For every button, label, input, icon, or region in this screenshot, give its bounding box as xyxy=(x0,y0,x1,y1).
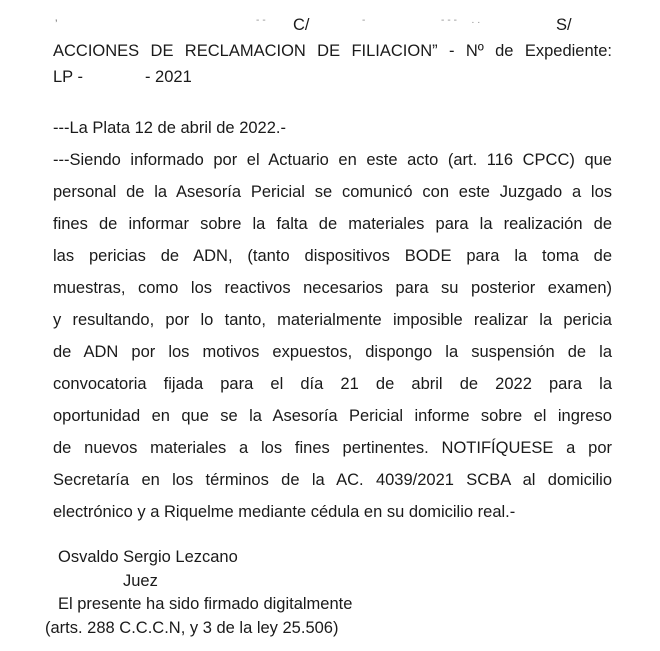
redaction-remnant: ’ xyxy=(55,18,58,30)
caption-versus-marker: C/ xyxy=(293,16,310,34)
paragraph-line: ---Siendo informado por el Actuario en este acto (art. 116 CPCC) que xyxy=(53,151,612,169)
caption-title: ACCIONES DE RECLAMACION DE FILIACION” - Nº de Expediente: xyxy=(53,42,612,60)
judge-title: Juez xyxy=(123,571,158,590)
paragraph-line: de nuevos materiales a los fines pertinentes. NOTIFÍQUESE a por xyxy=(53,439,612,457)
digital-signature-ref: (arts. 288 C.C.C.N, y 3 de la ley 25.506) xyxy=(45,618,339,637)
paragraph-line: oportunidad en que se la Asesoría Pericial informe sobre el ingreso xyxy=(53,407,612,425)
paragraph-line: de ADN por los motivos expuestos, dispongo la suspensión de la xyxy=(53,343,612,361)
expediente-number-line xyxy=(53,64,612,90)
digital-signature-note: El presente ha sido firmado digitalmente xyxy=(58,595,353,613)
redacted-expediente-gap xyxy=(83,81,145,82)
redaction-remnant: --- .. xyxy=(441,15,484,26)
expediente-suffix: - 2021 xyxy=(144,68,192,86)
paragraph-line: muestras, como los reactivos necesarios para su posterior examen) xyxy=(53,279,612,297)
resolution-body xyxy=(53,112,612,528)
paragraph-line: fines de informar sobre la falta de materiales para la realización de xyxy=(53,215,612,233)
redaction-remnant: - xyxy=(362,15,369,26)
expediente-prefix: LP - xyxy=(53,68,83,86)
paragraph-line: personal de la Asesoría Pericial se comunicó con este Juzgado a los xyxy=(53,183,612,201)
redaction-remnant: -- xyxy=(256,15,269,26)
case-caption xyxy=(53,12,612,90)
date-line: ---La Plata 12 de abril de 2022.- xyxy=(53,119,286,137)
caption-line-redacted xyxy=(53,12,612,38)
judge-name: Osvaldo Sergio Lezcano xyxy=(58,548,238,566)
paragraph-line: Secretaría en los términos de la AC. 4039/2021 SCBA al domicilio xyxy=(53,471,612,489)
paragraph-line: las pericias de ADN, (tanto dispositivos BODE para la toma de xyxy=(53,247,612,265)
caption-subject-marker: S/ xyxy=(556,16,572,34)
paragraph-line: electrónico y a Riquelme mediante cédula en su domicilio real.- xyxy=(53,503,516,521)
paragraph-line: convocatoria fijada para el día 21 de abril de 2022 para la xyxy=(53,375,612,393)
paragraph-line: y resultando, por lo tanto, materialmente imposible realizar la pericia xyxy=(53,311,612,329)
signature-block xyxy=(45,546,612,640)
